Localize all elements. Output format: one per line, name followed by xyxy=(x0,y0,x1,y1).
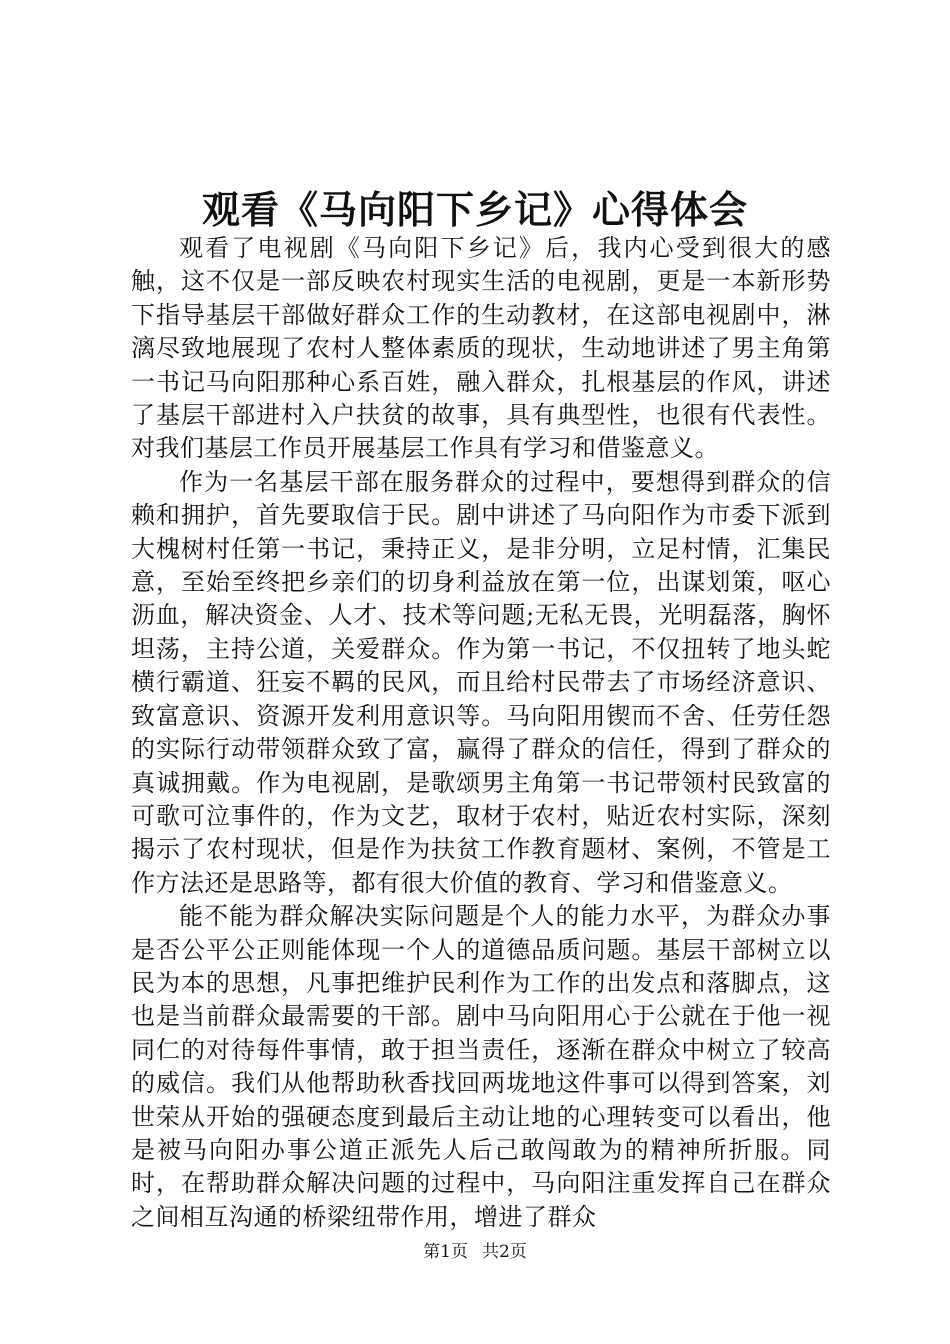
paragraph-2: 作为一名基层干部在服务群众的过程中，要想得到群众的信赖和拥护，首先要取信于民。剧中讲述了马向阳作为市委下派到大槐树村任第一书记，秉持正义，是非分明，立足村情，汇集民意，至始至终把乡亲们的切身利益放在第一位，出谋划策，呕心沥血，解决资金、人才、技术等问题;无私无畏，光明磊落，胸怀坦荡，主持公道，关爱群众。作为第一书记，不仅扭转了地头蛇横行霸道、狂妄不羁的民风，而且给村民带去了市场经济意识、致富意识、资源开发利用意识等。马向阳用锲而不舍、任劳任怨的实际行动带领群众致了富，赢得了群众的信任，得到了群众的真诚拥戴。作为电视剧，是歌颂男主角第一书记带领村民致富的可歌可泣事件的，作为文艺，取材于农村，贴近农村实际，深刻揭示了农村现状，但是作为扶贫工作教育题材、案例，不管是工作方法还是思路等，都有很大价值的教育、学习和借鉴意义。 xyxy=(131,467,831,897)
page-number-current: 第1页 xyxy=(423,1242,468,1262)
document-body xyxy=(131,232,831,1234)
page-footer xyxy=(0,1240,950,1264)
document-title: 观看《马向阳下乡记》心得体会 xyxy=(201,187,748,232)
paragraph-3: 能不能为群众解决实际问题是个人的能力水平，为群众办事是否公平公正则能体现一个人的道德品质问题。基层干部树立以民为本的思想，凡事把维护民利作为工作的出发点和落脚点，这也是当前群众最需要的干部。剧中马向阳用心于公就在于他一视同仁的对待每件事情，敢于担当责任，逐渐在群众中树立了较高的威信。我们从他帮助秋香找回两垅地这件事可以得到答案，刘世荣从开始的强硬态度到最后主动让地的心理转变可以看出，他是被马向阳办事公道正派先人后己敢闯敢为的精神所折服。同时，在帮助群众解决问题的过程中，马向阳注重发挥自己在群众之间相互沟通的桥梁纽带作用，增进了群众 xyxy=(131,902,831,1231)
paragraph-1: 观看了电视剧《马向阳下乡记》后，我内心受到很大的感触，这不仅是一部反映农村现实生活的电视剧，更是一本新形势下指导基层干部做好群众工作的生动教材，在这部电视剧中，淋漓尽致地展现了农村人整体素质的现状，生动地讲述了男主角第一书记马向阳那种心系百姓，融入群众，扎根基层的作风，讲述了基层干部进村入户扶贫的故事，具有典型性，也很有代表性。对我们基层工作员开展基层工作具有学习和借鉴意义。 xyxy=(131,234,831,463)
page-number-total: 共2页 xyxy=(482,1242,527,1262)
